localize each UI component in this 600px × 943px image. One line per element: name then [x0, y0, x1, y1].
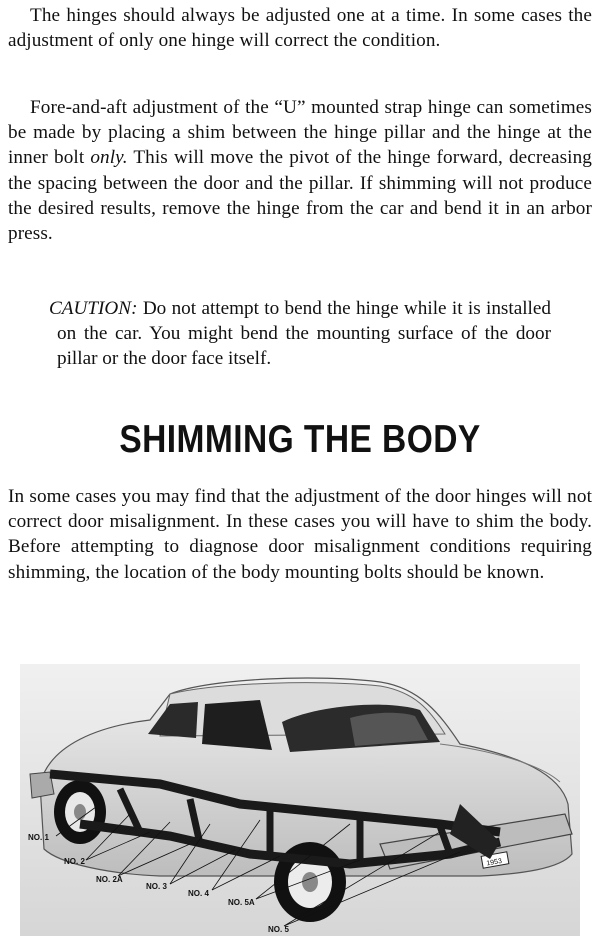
p2-text-after: This will move the pivot of the hinge forward, decreasing the spacing between the door and the pillar. If shimming will not produce the desired results, remove the hinge from the car and bend it in an arbor press. [8, 147, 592, 245]
p2-emphasis: only. [90, 147, 128, 169]
label-no-1: NO. 1 [28, 833, 49, 842]
label-no-5: NO. 5 [268, 925, 289, 934]
paragraph-strap-hinge [8, 95, 592, 246]
label-no-5a: NO. 5A [228, 898, 255, 907]
label-no-3: NO. 3 [146, 882, 167, 891]
caution-note [49, 296, 551, 372]
paragraph-hinge-adjustment: The hinges should always be adjusted one at a time. In some cases the adjustment of only one hinge will correct the condition. [8, 5, 592, 52]
label-no-2a: NO. 2A [96, 875, 123, 884]
license-plate-text: 1953 [485, 857, 503, 868]
section-heading: SHIMMING THE BODY [119, 418, 481, 461]
p2-text-before: Fore-and-aft adjustment of the “U” mounted strap hinge can sometimes be made by placing a shim between the hinge pillar and the hinge at the inner bolt [8, 97, 592, 169]
label-no-2: NO. 2 [64, 857, 85, 866]
label-no-4: NO. 4 [188, 889, 209, 898]
car-frame-drawing [20, 664, 580, 936]
caution-lead: CAUTION: [49, 298, 138, 319]
paragraph-shimming-intro: In some cases you may find that the adjustment of the door hinges will not correct door misalignment. In these cases you will have to shim the body. Before attempting to diagnose door misalignment conditions requiring shimming, the location of the body mounting bolts should be known. [8, 486, 592, 583]
car-frame-illustration [20, 664, 580, 936]
caution-text: Do not attempt to bend the hinge while it is installed on the car. You might bend the mounting surface of the door pillar or the door face itself. [57, 298, 551, 370]
